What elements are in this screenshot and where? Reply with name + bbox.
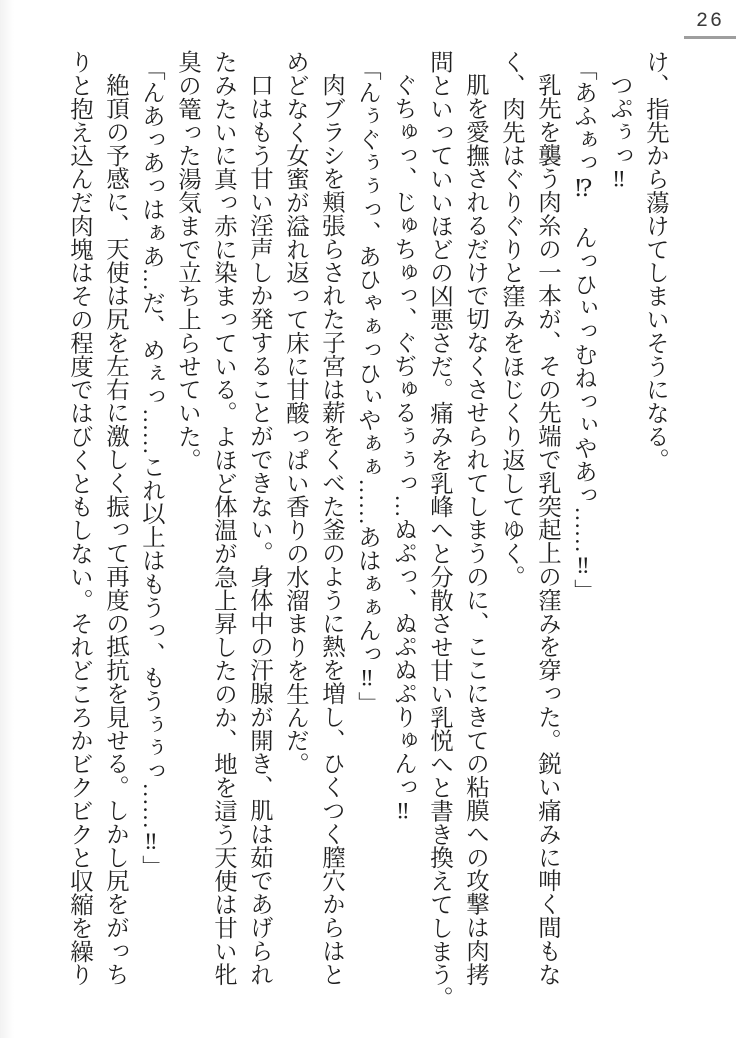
text-line: 絶頂の予感に、天使は尻を左右に激しく振って再度の抵抗を見せる。しかし尻をがっち: [102, 73, 128, 986]
dialogue-line: 「んぅぐぅぅっ、あひゃぁっひぃやぁぁ……あはぁぁんっ‼」: [354, 57, 380, 715]
dialogue-line: 「あふぁっ⁉ んっひぃっむねっぃやあっ……‼」: [570, 57, 596, 603]
text-line: 乳先を襲う肉糸の一本が、その先端で乳突起上の窪みを穿った。鋭い痛みに呻く間もな: [534, 73, 560, 986]
dialogue-line: 「んあっあっはぁあ…だ、めぇっ……これ以上はもうっ、もうぅぅっ……‼」: [138, 57, 164, 879]
text-line: ぐちゅっ、じゅちゅっ、ぐぢゅるぅぅっ…ぬぷっ、ぬぷぬぷりゅんっ‼: [390, 73, 416, 825]
text-line: たみたいに真っ赤に染まっている。よほど体温が急上昇したのか、地を這う天使は甘い牝: [210, 50, 236, 986]
page-number: [684, 10, 736, 39]
text-line: 口はもう甘い淫声しか発することができない。身体中の汗腺が開き、肌は茹であげられ: [246, 73, 272, 986]
text-line: りと抱え込んだ肉塊はその程度ではびくともしない。それどころかビクビクと収縮を繰り: [66, 50, 92, 986]
text-line: つぷぅっ‼: [606, 73, 632, 193]
text-line: く、肉先はぐりぐりと窪みをほじくり返してゆく。: [498, 50, 524, 589]
text-columns: [61, 50, 673, 1010]
text-line: 肉ブラシを頬張らされた子宮は薪をくべた釜のように熱を増し、ひくつく膣穴からはと: [318, 73, 344, 986]
text-line: け、指先から蕩けてしまいそうになる。: [642, 50, 668, 472]
text-line: 臭の篭った湯気まで立ち上らせていた。: [174, 50, 200, 472]
text-line: めどなく女蜜が溢れ返って床に甘酸っぱい香りの水溜まりを生んだ。: [282, 50, 308, 776]
text-line: 問といっていいほどの凶悪さだ。痛みを乳峰へと分散させ甘い乳悦へと書き換えてしまう。: [426, 50, 452, 1010]
page-number-value: 26: [695, 10, 724, 33]
page-edge-shade: [0, 0, 14, 1038]
text-line: 肌を愛撫されるだけで切なくさせられてしまうのに、ここにきての粘膜への攻撃は肉拷: [462, 73, 488, 986]
